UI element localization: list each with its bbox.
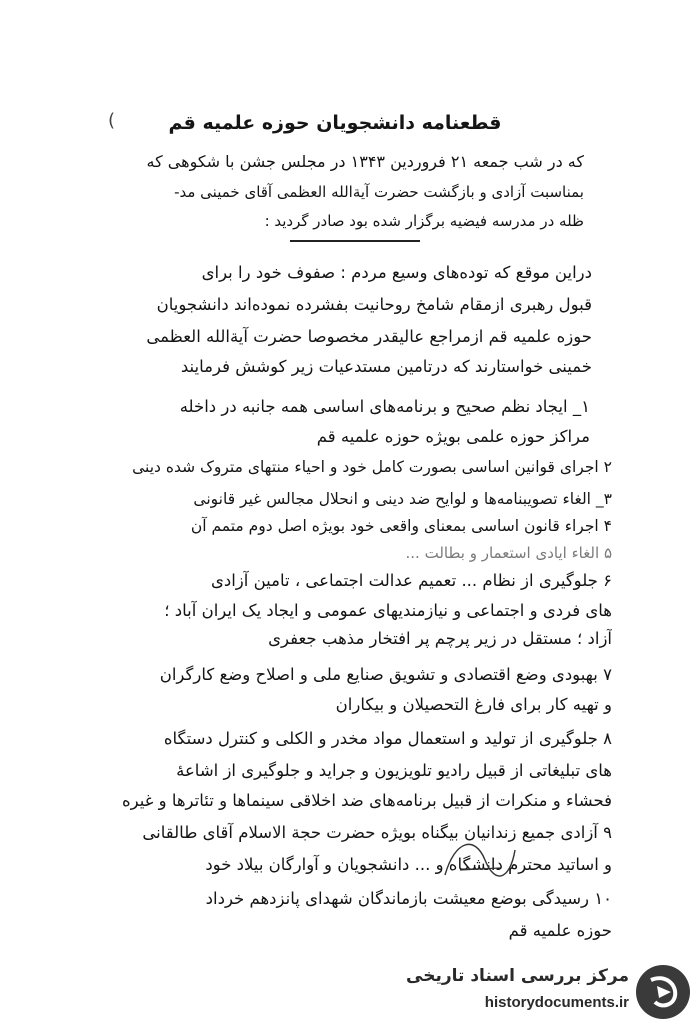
stray-mark: ( [108,110,116,131]
intro-line: ظله در مدرسه فیضیه برگزار شده بود صادر گردید : [264,212,584,230]
section-divider [290,240,420,242]
document-signature: حوزه علمیه قم [508,921,612,940]
handwritten-annotation [440,830,520,890]
list-item: و اساتید محترم دانشگاه و ... دانشجویان و آوارگان بیلاد خود [205,855,612,874]
list-item: و تهیه کار برای فارغ التحصیلان و بیکاران [335,695,612,714]
list-item: های فردی و اجتماعی و نیازمندیهای عمومی و ایجاد یک ایران آباد ؛ [164,601,612,620]
list-item: های تبلیغاتی از قبیل رادیو تلویزیون و جراید و جلوگیری از اشاعهٔ [176,761,612,780]
watermark-logo [406,960,695,1024]
list-item: ۲ اجرای قوانین اساسی بصورت کامل خود و احیاء منتهای متروک شده دینی [132,458,612,476]
list-item: ۴ اجراء قانون اساسی بمعنای واقعی خود بویژه اصل دوم متمم آن [190,517,612,535]
watermark-url: historydocuments.ir [484,994,629,1011]
list-item: ۸ جلوگیری از تولید و استعمال مواد مخدر و الکلی و کنترل دستگاه [163,729,612,748]
list-item: آزاد ؛ مستقل در زیر پرچم پر افتخار مذهب جعفری [268,629,612,648]
list-item: ۹ آزادی جمیع زندانیان بیگناه بویژه حضرت حجة الاسلام آقای طالقانی [142,823,612,842]
list-item: ۶ جلوگیری از نظام ... تعمیم عدالت اجتماعی ، تامین آزادی [210,571,612,590]
preamble-line: خمینی خواستارند که درتامین مستدعیات زیر کوشش فرمایند [180,357,592,376]
intro-line: بمناسبت آزادی و بازگشت حضرت آیة‌الله العظمی آقای خمینی مد- [174,183,584,201]
watermark-name: مرکز بررسی اسناد تاریخی [406,966,629,986]
preamble-line: قبول رهبری ازمقام شامخ روحانیت بفشرده نموده‌اند دانشجویان [156,295,592,314]
preamble-line: دراین موقع که توده‌های وسیع مردم : صفوف خود را برای [201,263,592,282]
document-title: قطعنامه دانشجویان حوزه علمیه قم [168,112,502,134]
list-item: فحشاء و منکرات از قبیل برنامه‌های ضد اخلاقی سینماها و تئاترها و غیره [122,791,612,810]
archive-logo-icon [633,962,693,1022]
list-item: ۱۰ رسیدگی بوضع معیشت بازماندگان شهدای پانزدهم خرداد [205,889,612,908]
list-item: ۵ الغاء ایادی استعمار و بطالت ... [405,544,612,562]
list-item: مراکز حوزه علمی بویژه حوزه علمیه قم [316,427,590,446]
list-item: ۷ بهبودی وضع اقتصادی و تشویق صنایع ملی و اصلاح وضع کارگران [159,665,612,684]
intro-line: که در شب جمعه ۲۱ فروردین ۱۳۴۳ در مجلس جشن با شکوهی که [146,152,584,171]
preamble-line: حوزه علمیه قم ازمراجع عالیقدر مخصوصا حضرت آیة‌الله العظمی [146,327,592,346]
list-item: ۳_ الغاء تصویبنامه‌ها و لوایح ضد دینی و انحلال مجالس غیر قانونی [193,490,612,508]
list-item: ۱_ ایجاد نظم صحیح و برنامه‌های اساسی همه جانبه در داخله [179,397,590,416]
